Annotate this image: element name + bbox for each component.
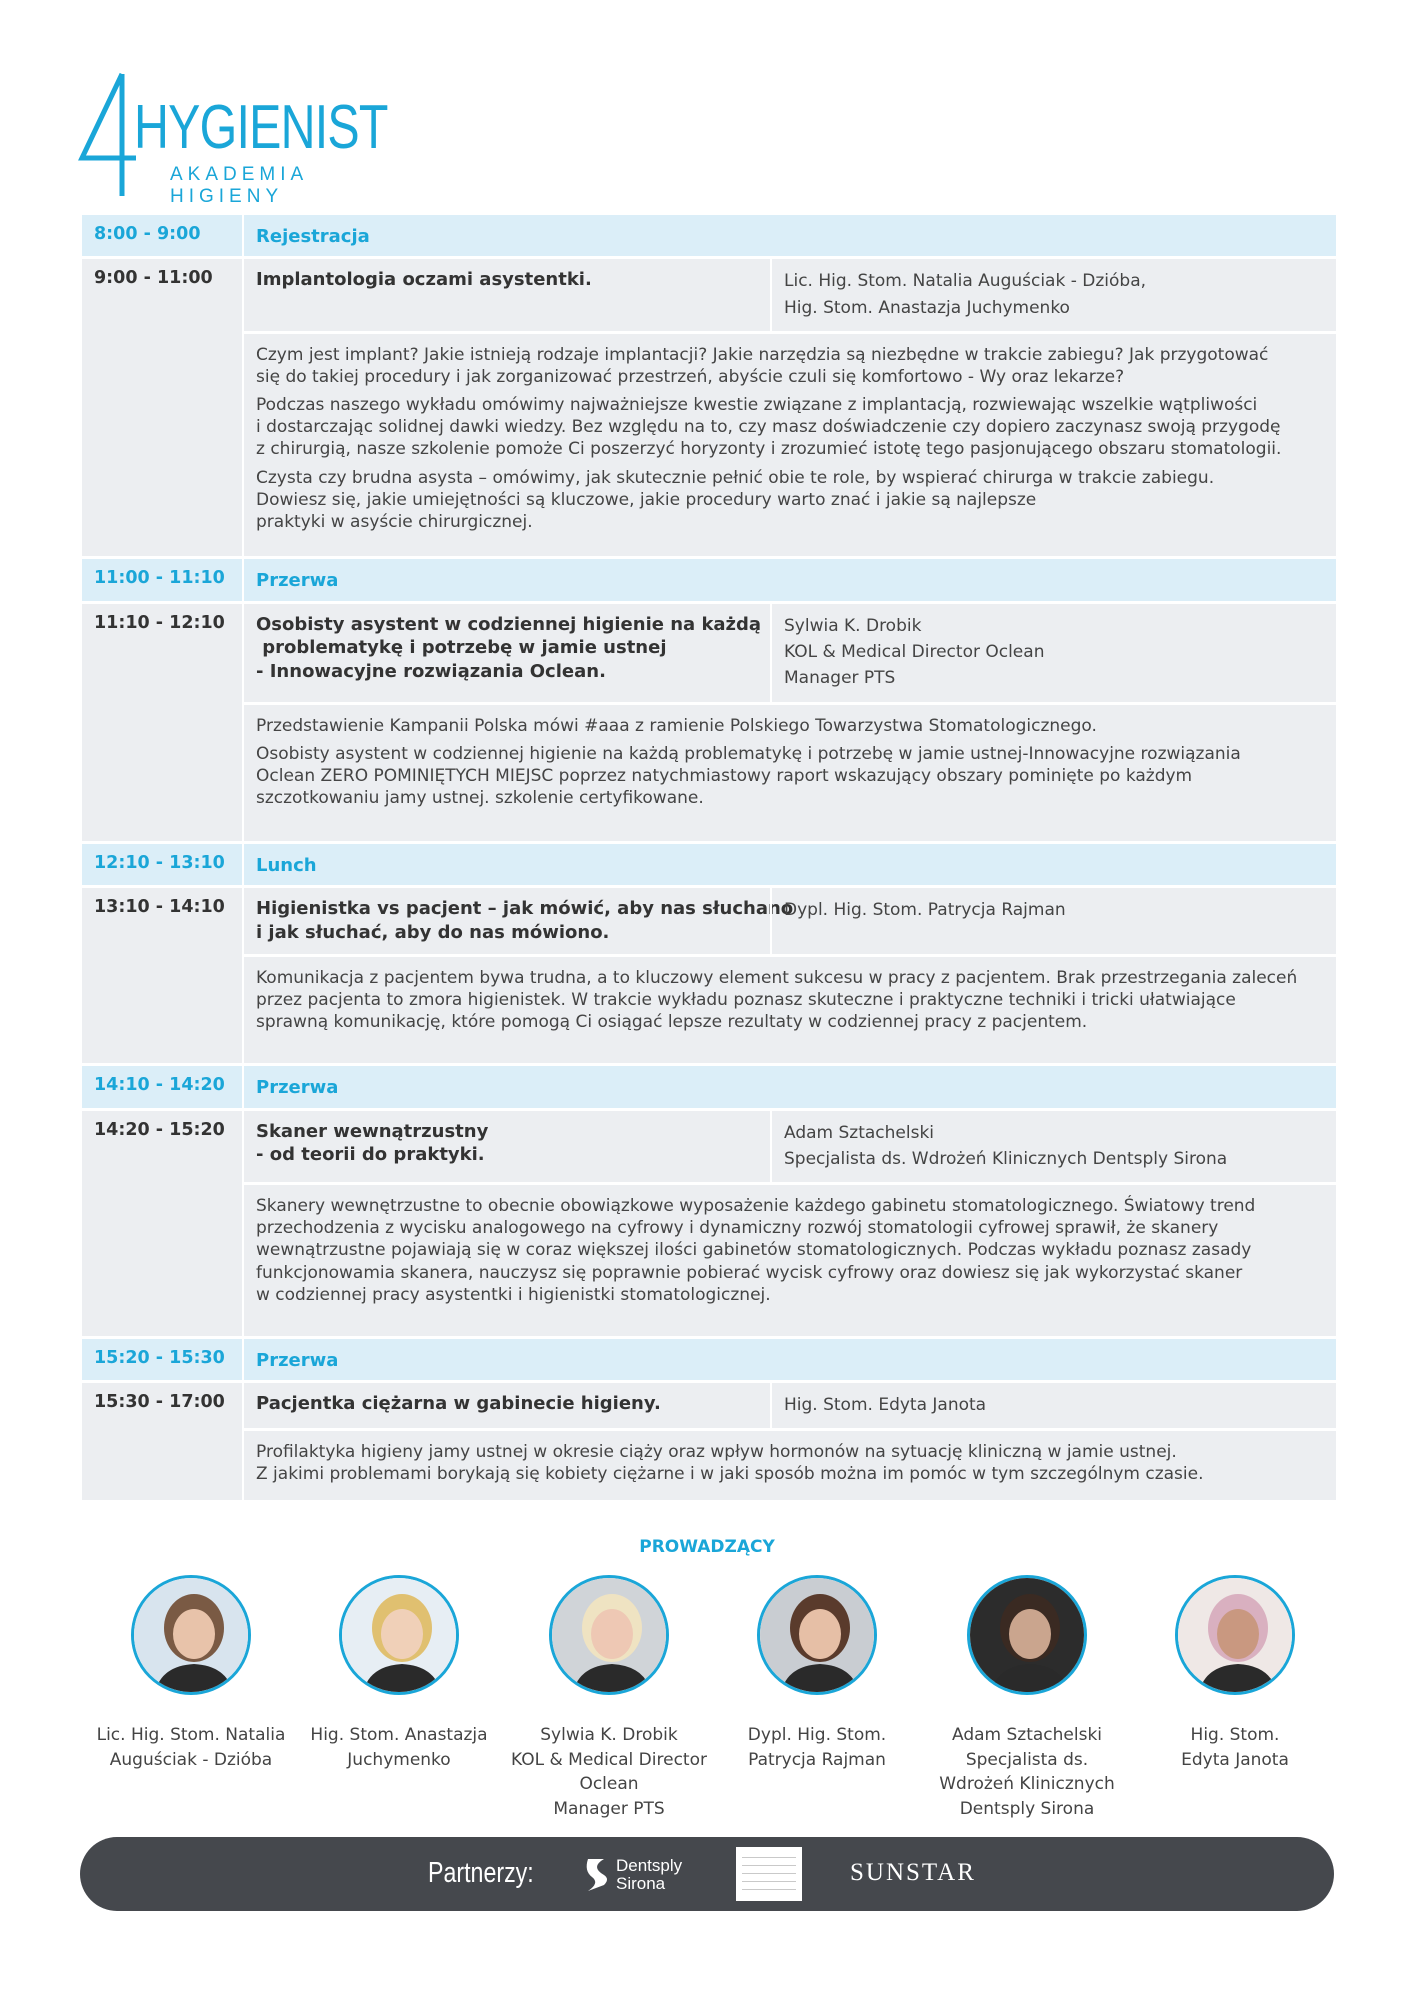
description-line: wewnątrzustne pojawiają się w coraz większej ilości gabinetów stomatologicznych. Podczas wykładu poznasz zasady — [256, 1240, 1252, 1261]
speaker-card — [922, 1575, 1132, 1822]
break-row — [82, 1063, 1336, 1107]
session-title — [244, 888, 794, 954]
break-title: Przerwa — [256, 1077, 339, 1099]
speaker-name-line: Dypl. Hig. Stom. — [747, 1725, 887, 1745]
blank-partner-logo — [736, 1847, 802, 1901]
description-line: Z jakimi problemami borykają się kobiety ciężarne i w jaki sposób można im pomóc w tym szczególnym czasie. — [256, 1464, 1204, 1485]
description-line: szczotkowaniu jamy ustnej. szkolenie certyfikowane. — [256, 788, 704, 809]
speaker-card — [712, 1575, 922, 1772]
speaker-line: Manager PTS — [784, 668, 896, 689]
speaker-card — [1130, 1575, 1340, 1772]
person-photo-icon — [970, 1578, 1087, 1695]
description-paragraph — [256, 344, 1324, 388]
person-photo-icon — [1178, 1578, 1295, 1695]
time-cell: 13:10 - 14:10 — [94, 897, 225, 918]
time-cell: 8:00 - 9:00 — [94, 224, 201, 244]
session-description — [244, 957, 1336, 1045]
time-cell: 15:30 - 17:00 — [94, 1391, 225, 1412]
description-line: z chirurgią, nasze szkolenie pomoże Ci poszerzyć horyzonty i zrozumieć istotę tego pasjonującego obszaru stomatologii. — [256, 439, 1282, 460]
session-description — [244, 1431, 1336, 1497]
session-title-line: problematykę i potrzebę w jamie ustnej — [256, 637, 667, 659]
break-row — [82, 556, 1336, 600]
session-header — [244, 259, 1336, 334]
session-header — [244, 888, 1336, 957]
speaker-line: Lic. Hig. Stom. Natalia Auguściak - Dzióba, — [784, 271, 1147, 292]
time-cell: 12:10 - 13:10 — [94, 852, 225, 873]
speaker-name-line: Auguściak - Dzióba — [109, 1749, 273, 1770]
break-title: Przerwa — [256, 570, 339, 592]
session-header — [244, 1111, 1336, 1186]
break-title: Rejestracja — [256, 226, 370, 247]
description-paragraph — [256, 1195, 1324, 1305]
session-title-line: Pacjentka ciężarna w gabinecie higieny. — [256, 1392, 661, 1414]
speaker-name-line: KOL & Medical Director — [511, 1749, 707, 1770]
description-paragraph — [256, 467, 1324, 533]
speaker-name — [1130, 1723, 1340, 1772]
session-speaker — [770, 1383, 1336, 1428]
time-cell: 14:10 - 14:20 — [94, 1075, 225, 1096]
speaker-name-line: Patrycja Rajman — [748, 1749, 886, 1770]
session-header — [244, 1383, 1336, 1431]
schedule-table — [82, 212, 1336, 1500]
description-line: przez pacjenta to zmora higienistek. W trakcie wykładu poznasz skuteczne i praktyczne techniki i tricki ułatwiające — [256, 990, 1236, 1011]
speaker-line: Dypl. Hig. Stom. Patrycja Rajman — [784, 900, 1066, 921]
time-cell: 14:20 - 15:20 — [94, 1119, 225, 1140]
session-row — [82, 256, 1336, 556]
speaker-avatar — [1175, 1575, 1295, 1695]
description-paragraph — [256, 1441, 1324, 1485]
session-title — [244, 1111, 770, 1183]
speaker-name-line: Specjalista ds. — [965, 1749, 1089, 1770]
speaker-name — [504, 1723, 714, 1822]
speaker-name-line: Adam Sztachelski — [951, 1725, 1103, 1745]
description-paragraph — [256, 967, 1324, 1033]
dentsply-sirona-logo — [582, 1855, 702, 1895]
speaker-name-line: Sylwia K. Drobik — [540, 1725, 678, 1745]
speakers-heading: PROWADZĄCY — [639, 1537, 775, 1557]
speaker-avatar — [967, 1575, 1087, 1695]
break-title: Lunch — [256, 854, 317, 876]
speaker-avatar — [549, 1575, 669, 1695]
break-row — [82, 841, 1336, 885]
session-speaker — [770, 1111, 1336, 1183]
session-description — [244, 1185, 1336, 1317]
description-paragraph — [256, 394, 1324, 460]
time-cell: 11:10 - 12:10 — [94, 612, 225, 633]
dentsply-sirona-icon — [582, 1855, 612, 1895]
session-title-line: - od teorii do praktyki. — [256, 1143, 485, 1165]
description-line: Oclean ZERO POMINIĘTYCH MIEJSC poprzez natychmiastowy raport wskazujący obszary pominięte po każdym — [256, 766, 1193, 786]
description-line: funkcjonowamia skanera, nauczysz się poprawnie pobierać wycisk cyfrowy oraz dowiesz się jak wykorzystać skaner — [256, 1262, 1243, 1283]
speaker-name — [294, 1723, 504, 1772]
session-title — [244, 259, 770, 331]
speaker-avatar — [131, 1575, 251, 1695]
partners-label: Partnerzy: — [428, 1857, 534, 1889]
session-speaker — [770, 604, 1336, 702]
description-line: praktyki w asyście chirurgicznej. — [256, 511, 533, 532]
session-title-line: i jak słuchać, aby do nas mówiono. — [256, 921, 610, 943]
speaker-avatar — [757, 1575, 877, 1695]
logo-brand-text: HYGIENIST — [134, 93, 388, 162]
session-title-line: Implantologia oczami asystentki. — [256, 269, 592, 291]
description-line: w codziennej pracy asystentki i higienistki stomatologicznej. — [256, 1284, 771, 1305]
speaker-card — [504, 1575, 714, 1822]
speaker-card — [86, 1575, 296, 1772]
session-title-line: - Innowacyjne rozwiązania Oclean. — [256, 660, 606, 682]
speaker-name — [86, 1723, 296, 1772]
session-header — [244, 604, 1336, 705]
description-line: Skanery wewnętrzustne to obecnie obowiązkowe wyposażenie każdego gabinetu stomatologicznego. Światowy trend — [256, 1196, 1256, 1217]
speaker-name-line: Hig. Stom. Anastazja — [310, 1725, 488, 1745]
description-line: Profilaktyka higieny jamy ustnej w okresie ciąży oraz wpływ hormonów na sytuację kliniczną w jamie ustnej. — [256, 1442, 1177, 1463]
speaker-name — [922, 1723, 1132, 1822]
session-row — [82, 1380, 1336, 1500]
speaker-name — [712, 1723, 922, 1772]
description-paragraph — [256, 715, 1324, 737]
dentsply-line-2: Sirona — [616, 1873, 666, 1893]
person-photo-icon — [134, 1578, 251, 1695]
speaker-card — [294, 1575, 504, 1772]
break-title: Przerwa — [256, 1349, 339, 1371]
break-row — [82, 212, 1336, 256]
description-line: przechodzenia z wycisku analogowego na cyfrowy i dynamiczny rozwój stomatologii cyfrowej sprawił, że skanery — [256, 1218, 1219, 1239]
speaker-line: Hig. Stom. Anastazja Juchymenko — [784, 297, 1070, 318]
description-line: sprawną komunikację, które pomogą Ci osiągać lepsze rezultaty w codziennej pracy z pacjentem. — [256, 1012, 1088, 1033]
speaker-line: Sylwia K. Drobik — [784, 615, 922, 636]
sunstar-logo: SUNSTAR — [850, 1859, 976, 1886]
session-row — [82, 885, 1336, 1063]
session-title-line: Skaner wewnątrzustny — [256, 1120, 489, 1142]
session-title-line: Osobisty asystent w codziennej higienie na każdą — [256, 613, 762, 635]
description-paragraph — [256, 743, 1324, 809]
description-line: Komunikacja z pacjentem bywa trudna, a to kluczowy element sukcesu w pracy z pacjentem. Brak przestrzegania zaleceń — [256, 967, 1298, 988]
speaker-line: Adam Sztachelski — [784, 1122, 935, 1143]
speaker-line: KOL & Medical Director Oclean — [784, 642, 1045, 663]
speaker-name-line: Edyta Janota — [1181, 1749, 1289, 1770]
session-speaker — [770, 888, 1336, 954]
speaker-name-line: Oclean — [579, 1774, 639, 1795]
description-line: Podczas naszego wykładu omówimy najważniejsze kwestie związane z implantacją, rozwiewając wszelkie wątpliwości — [256, 395, 1258, 416]
time-cell: 9:00 - 11:00 — [94, 268, 213, 289]
speaker-name-line: Hig. Stom. — [1190, 1725, 1280, 1745]
partners-bar — [80, 1837, 1334, 1911]
person-photo-icon — [342, 1578, 459, 1695]
description-line: Osobisty asystent w codziennej higienie na każdą problematykę i potrzebę w jamie ustnej-Innowacyjne rozwiązania — [256, 743, 1241, 764]
speaker-line: Hig. Stom. Edyta Janota — [784, 1394, 987, 1415]
time-cell: 11:00 - 11:10 — [94, 568, 225, 589]
session-description — [244, 705, 1336, 821]
speaker-name-line: Lic. Hig. Stom. Natalia — [96, 1725, 286, 1745]
session-speaker — [770, 259, 1336, 331]
speaker-name-line: Juchymenko — [347, 1749, 451, 1770]
person-photo-icon — [760, 1578, 877, 1695]
time-cell: 15:20 - 15:30 — [94, 1347, 225, 1368]
speakers-row — [80, 1575, 1334, 1819]
session-description — [244, 334, 1336, 545]
break-row — [82, 1336, 1336, 1380]
speaker-line: Specjalista ds. Wdrożeń Klinicznych Dentsply Sirona — [784, 1148, 1228, 1169]
description-line: Czysta czy brudna asysta – omówimy, jak skutecznie pełnić obie te role, by wspierać chirurga w trakcie zabiegu. — [256, 467, 1215, 488]
session-row — [82, 601, 1336, 841]
description-line: Przedstawienie Kampanii Polska mówi #aaa z ramienie Polskiego Towarzystwa Stomatologicznego. — [256, 715, 1097, 736]
session-title — [244, 604, 770, 702]
speaker-name-line: Wdrożeń Klinicznych — [939, 1774, 1115, 1795]
speaker-avatar — [339, 1575, 459, 1695]
number-four-logo-icon — [78, 70, 138, 200]
logo-subtitle: AKADEMIA HIGIENY — [170, 164, 308, 207]
speaker-name-line: Manager PTS — [553, 1798, 665, 1819]
session-title-line: Higienistka vs pacjent – jak mówić, aby nas słuchano — [256, 898, 794, 920]
description-line: i dostarczając solidnej dawki wiedzy. Bez względu na to, czy masz doświadczenie czy dopiero zaczynasz swoją przygodę — [256, 417, 1281, 438]
academy-logo — [78, 70, 388, 207]
dentsply-line-1: Dentsply — [616, 1856, 683, 1875]
description-line: Dowiesz się, jakie umiejętności są kluczowe, jakie procedury warto znać i jakie są najlepsze — [256, 489, 1037, 510]
session-title — [244, 1383, 770, 1428]
person-photo-icon — [552, 1578, 669, 1695]
speaker-name-line: Dentsply Sirona — [959, 1798, 1095, 1819]
description-line: Czym jest implant? Jakie istnieją rodzaje implantacji? Jakie narzędzia są niezbędne w trakcie zabiegu? Jak przygotować — [256, 345, 1269, 366]
session-row — [82, 1108, 1336, 1336]
description-line: się do takiej procedury i jak zorganizować przestrzeń, abyście czuli się komfortowo - Wy oraz lekarze? — [256, 367, 1125, 388]
